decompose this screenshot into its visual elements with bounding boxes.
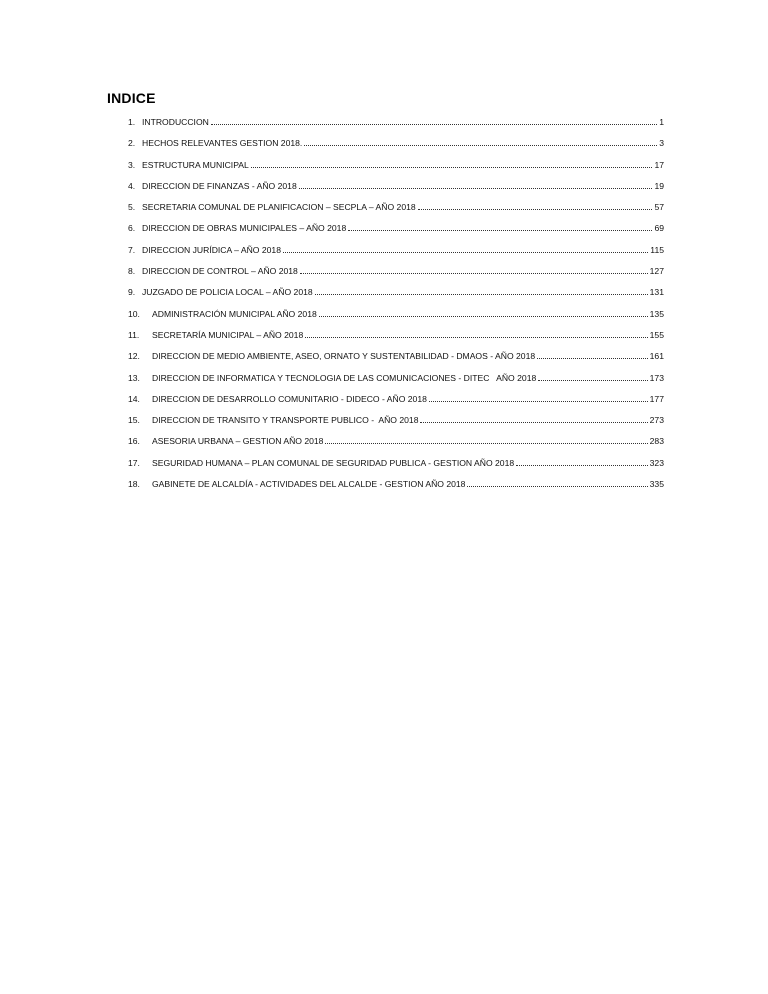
toc-entry[interactable] (128, 458, 664, 479)
toc-entry-page: 3 (659, 138, 664, 149)
toc-entry-number: 5. (128, 202, 136, 213)
toc-entry-page: 335 (649, 479, 664, 490)
toc-entry-label: DIRECCION DE TRANSITO Y TRANSPORTE PUBLICO - AÑO 2018 (152, 415, 419, 426)
dot-leader (325, 436, 647, 444)
toc-entry-page: 161 (649, 351, 664, 362)
toc-entry-page: 127 (649, 266, 664, 277)
toc-entry-number: 15. (128, 415, 140, 426)
dot-leader (418, 202, 653, 210)
dot-leader (304, 138, 657, 146)
toc-entry-page: 273 (649, 415, 664, 426)
toc-entry[interactable] (128, 117, 664, 138)
toc-entry[interactable] (128, 351, 664, 372)
dot-leader (299, 181, 653, 189)
dot-leader (319, 309, 648, 317)
dot-leader (429, 394, 648, 402)
table-of-contents (128, 117, 664, 500)
toc-entry-number: 1. (128, 117, 136, 127)
toc-entry-page: 19 (654, 180, 664, 191)
toc-entry[interactable] (128, 330, 664, 351)
toc-entry-label: ESTRUCTURA MUNICIPAL (142, 159, 249, 170)
toc-entry[interactable] (128, 436, 664, 457)
toc-entry-number: 7. (128, 244, 136, 255)
toc-entry-number: 6. (128, 223, 136, 234)
toc-entry-label: DIRECCION JURÍDICA – AÑO 2018 (142, 244, 281, 255)
toc-entry[interactable] (128, 160, 664, 181)
toc-entry-page: 69 (654, 223, 664, 234)
toc-entry-number: 14. (128, 393, 140, 404)
toc-entry-number: 8. (128, 266, 136, 277)
toc-entry-label: ADMINISTRACIÓN MUNICIPAL AÑO 2018 (152, 308, 317, 319)
toc-entry-number: 2. (128, 138, 136, 149)
toc-entry-number: 11. (128, 329, 140, 340)
toc-entry-number: 18. (128, 479, 140, 490)
toc-entry-label: DIRECCION DE MEDIO AMBIENTE, ASEO, ORNATO Y SUSTENTABILIDAD - DMAOS - AÑO 2018 (152, 351, 536, 362)
toc-entry-number: 16. (128, 436, 140, 447)
toc-entry[interactable] (128, 266, 664, 287)
dot-leader (538, 373, 647, 381)
toc-entry-label: GABINETE DE ALCALDÍA - ACTIVIDADES DEL ALCALDE - GESTION AÑO 2018 (152, 479, 466, 490)
toc-entry-label: DIRECCION DE INFORMATICA Y TECNOLOGIA DE LAS COMUNICACIONES - DITEC AÑO 2018 (152, 372, 537, 383)
index-title: INDICE (107, 90, 156, 106)
toc-entry-label: JUZGADO DE POLICIA LOCAL – AÑO 2018 (142, 287, 313, 298)
toc-entry-page: 131 (649, 287, 664, 298)
toc-entry-page: 115 (650, 244, 664, 255)
toc-entry-page: 155 (649, 329, 664, 340)
dot-leader (315, 287, 648, 295)
toc-entry-label: DIRECCION DE OBRAS MUNICIPALES – AÑO 2018 (142, 223, 347, 234)
toc-entry[interactable] (128, 138, 664, 159)
toc-entry-label: DIRECCION DE FINANZAS - AÑO 2018 (142, 180, 297, 191)
toc-entry-label: DIRECCION DE CONTROL – AÑO 2018 (142, 266, 298, 277)
toc-entry[interactable] (128, 373, 664, 394)
toc-entry[interactable] (128, 479, 664, 500)
toc-entry-label: SECRETARÍA MUNICIPAL – AÑO 2018 (152, 329, 304, 340)
toc-entry-page: 1 (659, 117, 664, 127)
toc-entry-label: DIRECCION DE DESARROLLO COMUNITARIO - DIDECO - AÑO 2018 (152, 393, 427, 404)
toc-entry-number: 17. (128, 457, 140, 468)
toc-entry-number: 12. (128, 351, 140, 362)
toc-entry[interactable] (128, 415, 664, 436)
dot-leader (283, 245, 648, 253)
toc-entry-page: 57 (654, 202, 664, 213)
toc-entry-number: 3. (128, 159, 136, 170)
toc-entry[interactable] (128, 245, 664, 266)
toc-entry-page: 283 (649, 436, 664, 447)
toc-entry[interactable] (128, 181, 664, 202)
dot-leader (348, 223, 652, 231)
dot-leader (211, 117, 657, 125)
toc-entry-page: 135 (649, 308, 664, 319)
toc-entry-page: 323 (649, 457, 664, 468)
dot-leader (251, 160, 653, 168)
toc-entry-page: 173 (649, 372, 664, 383)
toc-entry[interactable] (128, 394, 664, 415)
toc-entry-label: SECRETARIA COMUNAL DE PLANIFICACION – SECPLA – AÑO 2018 (142, 202, 416, 213)
toc-entry[interactable] (128, 202, 664, 223)
toc-entry-number: 10. (128, 308, 140, 319)
toc-entry-label: HECHOS RELEVANTES GESTION 2018. (142, 138, 303, 149)
dot-leader (305, 330, 647, 338)
toc-entry-number: 13. (128, 372, 140, 383)
dot-leader (516, 458, 648, 466)
toc-entry-page: 177 (649, 393, 664, 404)
toc-entry-label: SEGURIDAD HUMANA – PLAN COMUNAL DE SEGURIDAD PUBLICA - GESTION AÑO 2018 (152, 457, 515, 468)
dot-leader (420, 415, 647, 423)
toc-entry-label: ASESORIA URBANA – GESTION AÑO 2018 (152, 436, 324, 447)
toc-entry[interactable] (128, 223, 664, 244)
dot-leader (300, 266, 648, 274)
toc-entry[interactable] (128, 287, 664, 308)
toc-entry-number: 9. (128, 287, 136, 298)
toc-entry-label: INTRODUCCION (142, 117, 209, 127)
toc-entry-number: 4. (128, 180, 136, 191)
toc-entry[interactable] (128, 309, 664, 330)
dot-leader (467, 479, 647, 487)
dot-leader (537, 351, 648, 359)
toc-entry-page: 17 (654, 159, 664, 170)
